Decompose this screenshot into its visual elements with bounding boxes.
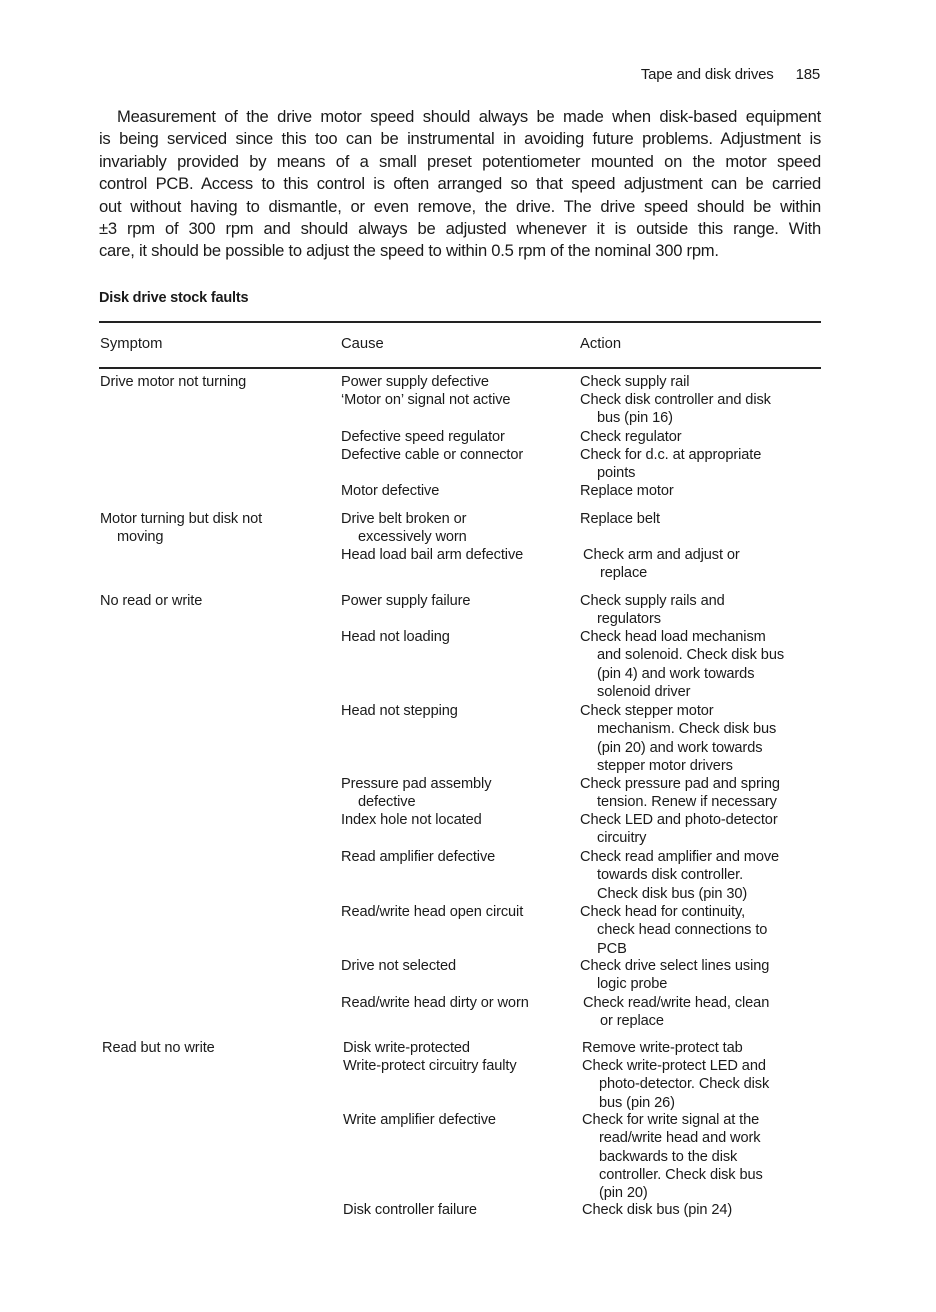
cause-cell [341,391,510,409]
symptom-cell [100,373,246,391]
symptom-cell [100,592,202,610]
action-text-cont: controller. Check disk bus [599,1166,763,1183]
action-text-cont: stepper motor drivers [597,757,733,774]
action-cell [580,446,761,483]
action-text-cont: check head connections to [597,922,768,939]
action-cell [580,702,776,775]
cause-text: Defective cable or connector [341,447,524,463]
cause-cell [341,428,505,446]
cause-cell [341,373,489,391]
action-text-cont: points [597,465,636,482]
running-head-title: Tape and disk drives [640,66,774,83]
table-header-rule [99,367,821,369]
action-text: Check arm and adjust or [583,547,740,563]
action-text: Replace motor [580,483,674,499]
cause-cell [341,994,529,1012]
cause-cell [341,510,467,547]
header-action: Action [580,336,622,352]
action-cell [580,848,779,903]
action-text-cont: solenoid driver [597,683,691,700]
action-cell [580,811,778,848]
paragraph-line: invariably provided by means of a small preset potentiometer mounted on the motor speed [99,151,821,171]
action-text-cont: read/write head and work [599,1130,761,1147]
cause-cell [341,775,491,812]
action-cell [582,1039,743,1057]
symptom-text-cont: moving [117,529,164,546]
table-top-rule [99,321,821,323]
cause-cell [341,628,450,646]
action-text-cont: mechanism. Check disk bus [597,721,777,738]
cause-text: Motor defective [341,483,440,499]
paragraph-line: control PCB. Access to this control is often arranged so that speed adjustment can be carried [99,174,821,194]
action-text-cont: bus (pin 26) [599,1094,675,1111]
action-text: Replace belt [580,511,660,527]
action-text: Check supply rails and [580,593,725,609]
header-symptom: Symptom [100,336,163,352]
action-cell [582,1111,763,1202]
cause-text: Head not stepping [341,703,458,719]
action-cell [580,373,689,391]
action-text-cont: backwards to the disk [599,1148,738,1165]
action-text-cont: tension. Renew if necessary [597,794,777,811]
action-text: Check LED and photo-detector [580,812,778,828]
cause-cell [343,1111,496,1129]
action-text-cont: (pin 20) [599,1185,648,1202]
cause-text: Read/write head dirty or worn [341,995,529,1011]
cause-text: Write-protect circuitry faulty [343,1058,517,1074]
symptom-text: Read but no write [102,1040,215,1056]
cause-text-cont: excessively worn [358,529,467,546]
cause-cell [341,957,456,975]
symptom-cell [102,1039,215,1057]
paragraph-line: Measurement of the drive motor speed should always be made when disk-based equipment [117,107,821,126]
action-cell [580,592,725,629]
body-paragraph [99,106,821,263]
action-text: Remove write-protect tab [582,1040,743,1056]
action-text-cont: PCB [597,940,627,957]
action-cell [583,994,769,1031]
cause-text: ‘Motor on’ signal not active [341,392,511,408]
table-title: Disk drive stock faults [99,290,249,306]
cause-text: Drive not selected [341,958,457,974]
action-cell [580,628,784,701]
cause-text: Drive belt broken or [341,511,467,527]
cause-text: Power supply failure [341,593,471,609]
cause-cell [341,592,470,610]
paragraph-line: care, it should be possible to adjust the speed to within 0.5 rpm of the nominal 300 rpm. [99,241,719,261]
action-cell [582,1201,732,1219]
action-cell [580,957,769,994]
symptom-text: No read or write [100,593,203,609]
cause-cell [343,1057,517,1075]
paragraph-line: ±3 rpm of 300 rpm and should always be adjusted whenever it is outside this range. With [99,219,821,239]
action-text-cont: replace [600,565,648,582]
action-text: Check disk controller and disk [580,392,771,408]
action-text-cont: regulators [597,611,661,628]
action-text: Check stepper motor [580,703,714,719]
action-cell [580,428,682,446]
action-text: Check read amplifier and move [580,849,780,865]
cause-text: Disk write-protected [343,1040,470,1056]
cause-text: Head load bail arm defective [341,547,524,563]
action-text: Check for d.c. at appropriate [580,447,762,463]
action-cell [580,903,767,958]
cause-text: Power supply defective [341,374,489,390]
cause-text: Pressure pad assembly [341,776,492,792]
action-text: Check disk bus (pin 24) [582,1202,733,1218]
cause-cell [343,1039,470,1057]
cause-text-cont: defective [358,794,416,811]
cause-text: Defective speed regulator [341,429,505,445]
cause-cell [341,848,495,866]
action-text-cont: (pin 4) and work towards [597,665,755,682]
action-text-cont: logic probe [597,976,668,993]
action-text: Check head for continuity, [580,904,746,920]
paragraph-line: is being serviced since this too can be instrumental in avoiding future problems. Adjustment is [99,129,821,149]
symptom-text: Motor turning but disk not [100,511,263,527]
action-cell [580,482,674,500]
cause-text: Disk controller failure [343,1202,477,1218]
action-text: Check regulator [580,429,682,445]
action-text: Check head load mechanism [580,629,766,645]
action-text-cont: or replace [600,1013,664,1030]
running-head [641,66,820,83]
cause-text: Head not loading [341,629,450,645]
cause-cell [341,903,523,921]
action-cell [580,775,780,812]
action-text: Check for write signal at the [582,1112,760,1128]
cause-text: Read amplifier defective [341,849,496,865]
action-text: Check write-protect LED and [582,1058,766,1074]
action-cell [582,1057,769,1112]
cause-text: Read/write head open circuit [341,904,524,920]
action-text-cont: Check disk bus (pin 30) [597,885,748,902]
action-text-cont: and solenoid. Check disk bus [597,647,785,664]
cause-text: Index hole not located [341,812,482,828]
cause-cell [341,446,523,464]
page-number: 185 [795,66,820,83]
action-text: Check pressure pad and spring [580,776,780,792]
action-text-cont: (pin 20) and work towards [597,739,763,756]
header-cause: Cause [341,336,384,352]
cause-cell [341,702,458,720]
action-cell [583,546,740,583]
action-cell [580,391,771,428]
action-cell [580,510,660,528]
action-text-cont: circuitry [597,830,647,847]
cause-cell [341,811,482,829]
action-text-cont: towards disk controller. [597,867,744,884]
action-text: Check drive select lines using [580,958,770,974]
action-text: Check supply rail [580,374,690,390]
action-text-cont: photo-detector. Check disk [599,1076,770,1093]
symptom-cell [100,510,262,547]
symptom-text: Drive motor not turning [100,374,247,390]
cause-cell [341,482,439,500]
cause-cell [341,546,523,564]
action-text: Check read/write head, clean [583,995,770,1011]
action-text-cont: bus (pin 16) [597,410,673,427]
cause-cell [343,1201,477,1219]
paragraph-line: out without having to dismantle, or even remove, the drive. The drive speed should be within [99,196,821,216]
cause-text: Write amplifier defective [343,1112,496,1128]
